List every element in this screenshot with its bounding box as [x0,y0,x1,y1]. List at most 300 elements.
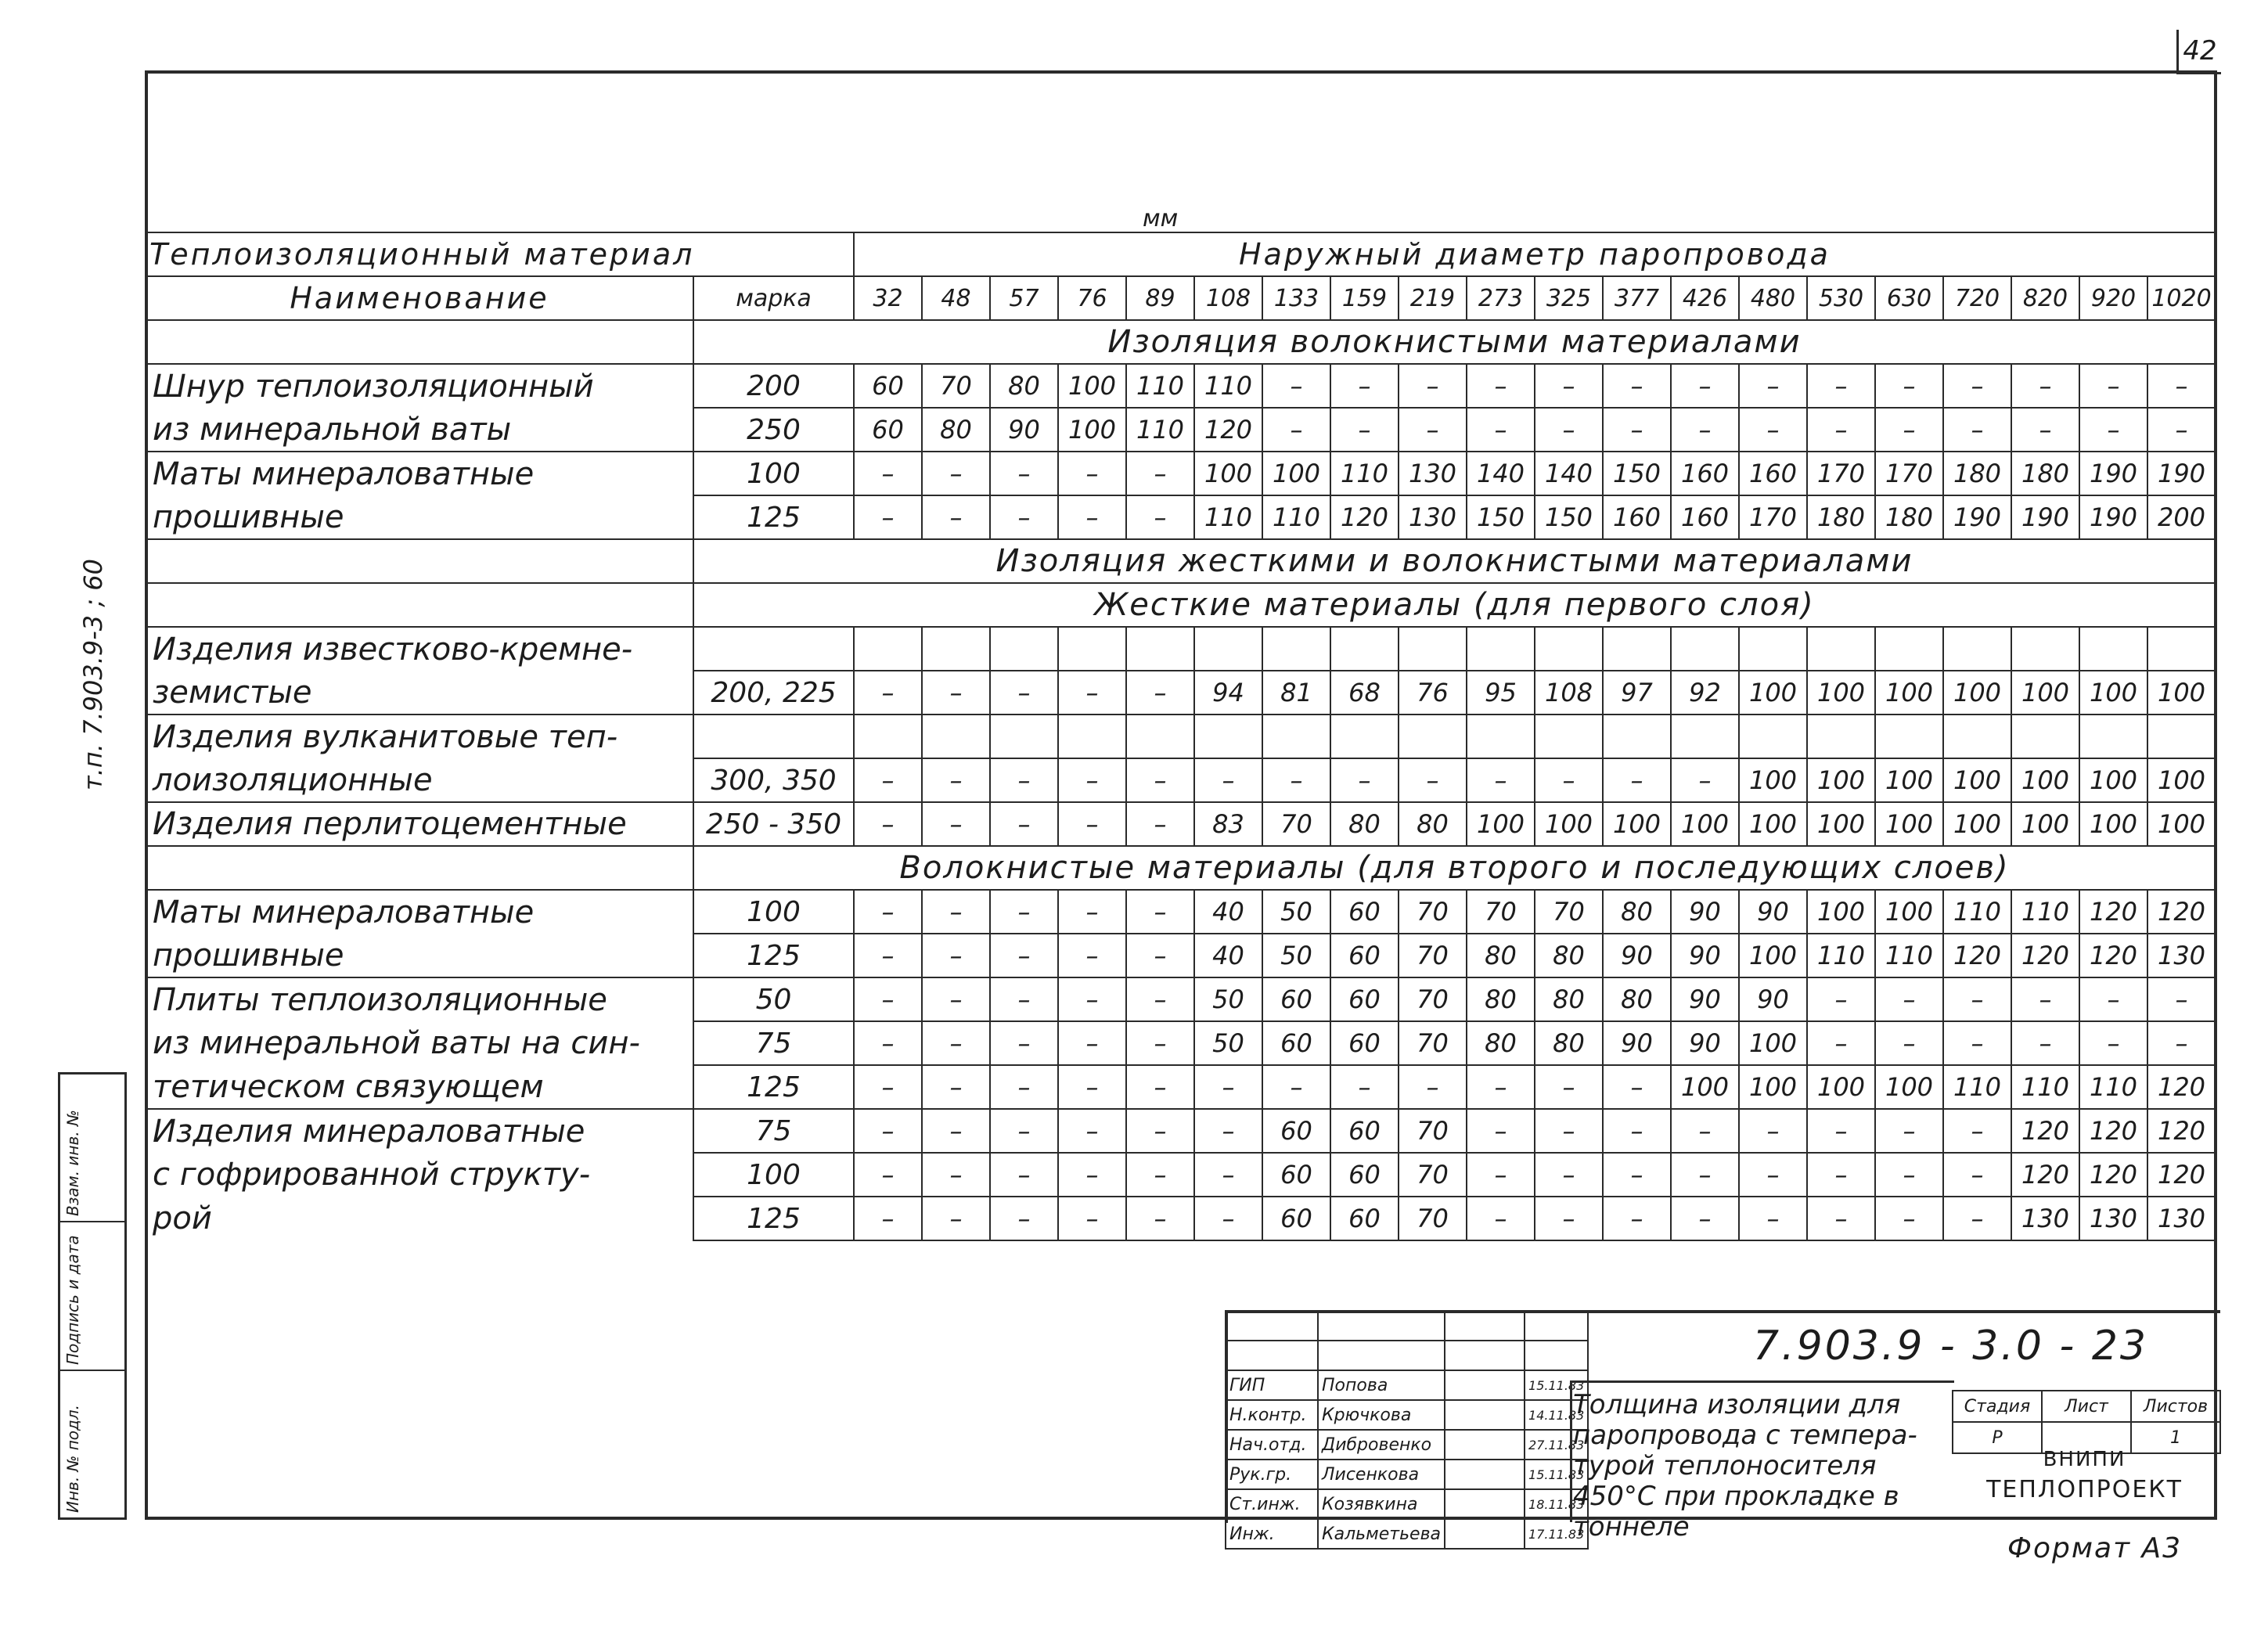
thickness-value: 100 [1739,934,1807,977]
thickness-value: – [1875,408,1943,452]
thickness-value: 90 [1739,890,1807,934]
section-row [146,539,2216,583]
table-row [146,671,2216,715]
side-stamp-cell [60,1074,124,1222]
signature-signature [1445,1460,1525,1489]
thickness-value: 80 [1330,802,1399,846]
thickness-value: – [1058,1109,1126,1153]
diameter-header: 920 [2079,276,2147,320]
thickness-value: 170 [1739,495,1807,539]
thickness-value: 90 [1671,890,1739,934]
table-row [146,890,2216,934]
thickness-value: – [1126,1065,1194,1109]
thickness-value: – [1875,364,1943,408]
thickness-value: – [990,1109,1058,1153]
thickness-value: 150 [1467,495,1535,539]
thickness-value: – [990,1021,1058,1065]
thickness-value: – [1058,802,1126,846]
section-title: Волокнистые материалы (для второго и последующих слоев) [693,846,2216,890]
signature-role: Н.контр. [1226,1400,1318,1430]
thickness-value: 100 [2079,758,2147,802]
thickness-empty [1807,627,1875,671]
thickness-empty [1671,715,1739,758]
thickness-value: 110 [1262,495,1330,539]
thickness-value: – [1194,1197,1262,1240]
diameter-header: 480 [1739,276,1807,320]
thickness-value: – [1807,364,1875,408]
signature-name: Попова [1318,1370,1445,1400]
thickness-value: 100 [1739,1021,1807,1065]
thickness-value: 70 [1399,977,1467,1021]
thickness-value: – [990,1153,1058,1197]
table-row [146,977,2216,1021]
material-name-line: из минеральной ваты [146,408,693,452]
thickness-value: 120 [2079,1109,2147,1153]
thickness-value: – [1467,1109,1535,1153]
thickness-value: 100 [1875,890,1943,934]
thickness-value: 70 [1399,1109,1467,1153]
material-mark: 250 - 350 [693,802,854,846]
thickness-value: – [854,758,922,802]
thickness-empty [922,715,990,758]
diameter-header: 820 [2011,276,2079,320]
thickness-value: 60 [1330,1153,1399,1197]
document-code: 7.903.9 - 3.0 - 23 [1753,1323,2148,1370]
thickness-value: 120 [2011,1109,2079,1153]
org-line-1: ВНИПИ [2043,1448,2126,1471]
thickness-value: – [1943,364,2011,408]
thickness-value: – [1467,1065,1535,1109]
thickness-value: 76 [1399,671,1467,715]
thickness-value: – [854,495,922,539]
thickness-value: 110 [1807,934,1875,977]
side-document-code: т.п. 7.903.9-3 ; 60 [78,559,108,790]
thickness-value: 60 [1330,977,1399,1021]
table-row [146,364,2216,408]
thickness-value: 130 [2147,934,2216,977]
thickness-value: 100 [1194,452,1262,495]
section-row [146,320,2216,364]
thickness-empty [2079,715,2147,758]
thickness-value: – [1603,1065,1671,1109]
thickness-value: – [990,758,1058,802]
thickness-value: – [2011,364,2079,408]
thickness-value: – [990,890,1058,934]
signature-row [1226,1460,1588,1489]
thickness-value: 100 [1875,758,1943,802]
thickness-value: – [1194,1153,1262,1197]
thickness-value: – [1739,364,1807,408]
signature-signature [1445,1489,1525,1519]
thickness-value: – [854,977,922,1021]
thickness-value: 90 [1603,1021,1671,1065]
thickness-value: 70 [1399,890,1467,934]
thickness-value: – [854,1021,922,1065]
thickness-value: – [922,1109,990,1153]
thickness-value: – [1739,1153,1807,1197]
signature-role: Рук.гр. [1226,1460,1318,1489]
thickness-value: – [1467,364,1535,408]
thickness-value: 80 [1467,977,1535,1021]
thickness-value: 50 [1262,890,1330,934]
thickness-value: – [922,1021,990,1065]
thickness-empty [1603,627,1671,671]
thickness-value: 40 [1194,890,1262,934]
side-stamp-label: Инв. № подл. [63,1405,82,1513]
thickness-value: 83 [1194,802,1262,846]
thickness-value: 120 [2079,934,2147,977]
thickness-value: 70 [1399,1197,1467,1240]
thickness-value: – [1126,1153,1194,1197]
signature-row [1226,1430,1588,1460]
thickness-value: – [1194,1109,1262,1153]
thickness-value: – [2011,408,2079,452]
thickness-value: – [1262,758,1330,802]
thickness-value: 190 [2147,452,2216,495]
thickness-value: 80 [1603,977,1671,1021]
signature-role: Ст.инж. [1226,1489,1318,1519]
diameter-header: 159 [1330,276,1399,320]
thickness-value: 110 [1126,408,1194,452]
thickness-value: – [922,1197,990,1240]
thickness-value: – [1126,758,1194,802]
thickness-empty [1739,627,1807,671]
header-row [146,232,2216,276]
thickness-value: 100 [1807,1065,1875,1109]
section-row [146,846,2216,890]
signature-row [1226,1370,1588,1400]
material-name-line: Изделия вулканитовые теп- [146,715,693,758]
thickness-value: 80 [1399,802,1467,846]
thickness-value: 150 [1535,495,1603,539]
signature-name: Крючкова [1318,1400,1445,1430]
thickness-value: – [1126,1021,1194,1065]
thickness-value: – [2079,364,2147,408]
material-mark: 250 [693,408,854,452]
thickness-value: – [1262,364,1330,408]
thickness-value: – [1126,1197,1194,1240]
table-row [146,408,2216,452]
thickness-value: – [2147,364,2216,408]
sheets-label: Листов [2131,1391,2220,1422]
thickness-value: 100 [2079,671,2147,715]
material-mark: 125 [693,495,854,539]
thickness-value: 140 [1467,452,1535,495]
thickness-value: – [1467,1197,1535,1240]
thickness-value: 100 [1875,671,1943,715]
thickness-empty [1943,627,2011,671]
signature-date: 15.11.83 [1525,1370,1588,1400]
col-mark-header: марка [693,276,854,320]
thickness-value: 160 [1739,452,1807,495]
col-name-header: Наименование [146,276,693,320]
thickness-value: – [854,890,922,934]
thickness-empty [990,627,1058,671]
section-title: Изоляция волокнистыми материалами [693,320,2216,364]
side-stamp-cell [60,1222,124,1370]
thickness-value: – [1807,977,1875,1021]
thickness-value: 140 [1535,452,1603,495]
thickness-value: – [1875,1197,1943,1240]
thickness-empty [1535,715,1603,758]
thickness-empty [1330,627,1399,671]
thickness-empty [2147,715,2216,758]
thickness-empty [1262,715,1330,758]
thickness-value: 60 [1330,1021,1399,1065]
signature-row [1226,1400,1588,1430]
thickness-value: – [2147,977,2216,1021]
material-name-line: земистые [146,671,693,715]
thickness-value: 130 [2147,1197,2216,1240]
thickness-value: 100 [1807,671,1875,715]
material-name-line: лоизоляционные [146,758,693,802]
thickness-value: 60 [1330,890,1399,934]
thickness-value: 100 [1943,671,2011,715]
thickness-empty [2079,627,2147,671]
thickness-value: 120 [2147,1109,2216,1153]
thickness-value: – [1535,1109,1603,1153]
thickness-value: – [1875,977,1943,1021]
thickness-value: – [1058,495,1126,539]
thickness-value: – [1194,1065,1262,1109]
thickness-value: 80 [1535,934,1603,977]
thickness-empty [1739,715,1807,758]
material-mark: 300, 350 [693,758,854,802]
thickness-value: – [1603,1153,1671,1197]
table-row [146,1109,2216,1153]
thickness-value: 97 [1603,671,1671,715]
thickness-value: – [1943,408,2011,452]
thickness-value: 60 [1262,1197,1330,1240]
table-row [146,934,2216,977]
stage-table [1952,1390,2221,1454]
thickness-empty [1943,715,2011,758]
thickness-empty [1467,715,1535,758]
signature-name: Кальметьева [1318,1519,1445,1549]
diameter-header: 89 [1126,276,1194,320]
table-row [146,452,2216,495]
thickness-value: 190 [2079,452,2147,495]
thickness-value: 110 [1330,452,1399,495]
material-mark: 75 [693,1109,854,1153]
thickness-value: 100 [1671,1065,1739,1109]
thickness-value: – [922,890,990,934]
table-row [146,1197,2216,1240]
thickness-value: 90 [1603,934,1671,977]
thickness-value: – [1535,408,1603,452]
material-name-line: из минеральной ваты на син- [146,1021,693,1065]
thickness-value: 100 [2079,802,2147,846]
material-name-line: тетическом связующем [146,1065,693,1109]
table-row [146,495,2216,539]
material-name-line: Плиты теплоизоляционные [146,977,693,1021]
thickness-value: 100 [1058,408,1126,452]
thickness-value: – [1058,758,1126,802]
thickness-empty [1399,715,1467,758]
signatures-table [1225,1310,1589,1550]
thickness-value: 100 [1943,802,2011,846]
diameter-header: 325 [1535,276,1603,320]
thickness-value: 90 [990,408,1058,452]
thickness-value: – [1399,1065,1467,1109]
material-mark: 50 [693,977,854,1021]
thickness-value: 60 [854,408,922,452]
thickness-value: 70 [922,364,990,408]
material-mark: 75 [693,1021,854,1065]
thickness-value: 170 [1875,452,1943,495]
thickness-value: 80 [1535,977,1603,1021]
thickness-value: – [1943,1021,2011,1065]
thickness-value: 130 [2079,1197,2147,1240]
thickness-value: 170 [1807,452,1875,495]
material-mark: 125 [693,1065,854,1109]
thickness-value: 110 [2011,890,2079,934]
signature-name: Дибровенко [1318,1430,1445,1460]
diameter-header: 219 [1399,276,1467,320]
signature-date: 15.11.83 [1525,1460,1588,1489]
thickness-value: – [854,671,922,715]
thickness-value: 110 [1943,1065,2011,1109]
diameter-header: 426 [1671,276,1739,320]
thickness-value: – [1126,890,1194,934]
thickness-value: – [2011,1021,2079,1065]
material-mark: 100 [693,452,854,495]
thickness-value: – [1807,1197,1875,1240]
diameter-header: 108 [1194,276,1262,320]
thickness-value: 160 [1671,452,1739,495]
thickness-value: – [922,1153,990,1197]
thickness-value: – [1875,1153,1943,1197]
section-blank [146,846,693,890]
material-name-line: прошивные [146,495,693,539]
thickness-empty [1330,715,1399,758]
material-name-line: Маты минераловатные [146,452,693,495]
thickness-value: 100 [2147,758,2216,802]
thickness-value: 80 [1467,934,1535,977]
thickness-value: 100 [1671,802,1739,846]
thickness-value: 120 [1330,495,1399,539]
thickness-value: 180 [1807,495,1875,539]
material-name-line: Маты минераловатные [146,890,693,934]
thickness-value: 100 [1875,1065,1943,1109]
thickness-value: 80 [1603,890,1671,934]
thickness-value: – [2011,977,2079,1021]
column-header-row [146,276,2216,320]
thickness-value: – [854,934,922,977]
thickness-value: – [922,671,990,715]
thickness-value: 100 [1603,802,1671,846]
thickness-value: 190 [2011,495,2079,539]
thickness-value: 100 [1807,758,1875,802]
thickness-value: – [1467,1153,1535,1197]
thickness-empty [1126,715,1194,758]
thickness-value: 120 [2011,1153,2079,1197]
thickness-value: 100 [1739,671,1807,715]
thickness-value: 130 [1399,452,1467,495]
thickness-value: 70 [1399,934,1467,977]
thickness-empty [1399,627,1467,671]
thickness-value: 180 [1875,495,1943,539]
thickness-value: 70 [1262,802,1330,846]
thickness-empty [854,627,922,671]
thickness-value: 120 [2147,890,2216,934]
sheet-number: 42 [2176,30,2221,74]
thickness-value: 50 [1194,1021,1262,1065]
section-blank [146,320,693,364]
diameter-header: 530 [1807,276,1875,320]
thickness-value: – [922,1065,990,1109]
thickness-value: – [990,1197,1058,1240]
material-mark: 125 [693,1197,854,1240]
thickness-value: – [1330,758,1399,802]
thickness-value: – [1943,1197,2011,1240]
thickness-value: – [990,495,1058,539]
thickness-value: – [1671,364,1739,408]
side-stamp-label: Подпись и дата [63,1234,82,1365]
thickness-value: – [1671,408,1739,452]
thickness-value: – [2079,977,2147,1021]
thickness-value: – [1126,934,1194,977]
thickness-value: – [1603,1109,1671,1153]
thickness-value: 110 [1126,364,1194,408]
thickness-value: – [1467,758,1535,802]
thickness-value: – [922,495,990,539]
thickness-value: 50 [1194,977,1262,1021]
diameter-header: 57 [990,276,1058,320]
thickness-value: 81 [1262,671,1330,715]
signature-role: Нач.отд. [1226,1430,1318,1460]
thickness-value: – [1535,1065,1603,1109]
thickness-value: 60 [1262,1153,1330,1197]
thickness-empty [1058,627,1126,671]
signature-date: 18.11.83 [1525,1489,1588,1519]
thickness-value: 100 [2147,671,2216,715]
thickness-value: – [1399,758,1467,802]
thickness-value: – [2079,1021,2147,1065]
signature-row [1226,1489,1588,1519]
side-stamp-label: Взам. инв. № [63,1110,82,1217]
thickness-value: – [1603,758,1671,802]
insulation-thickness-table [145,232,2216,1241]
thickness-value: 90 [1671,977,1739,1021]
thickness-value: – [1671,1197,1739,1240]
thickness-value: – [1126,671,1194,715]
thickness-value: 92 [1671,671,1739,715]
thickness-value: – [1126,452,1194,495]
signature-signature [1445,1400,1525,1430]
thickness-value: 100 [2147,802,2216,846]
signature-role: Инж. [1226,1519,1318,1549]
table-row [146,1021,2216,1065]
organization [1952,1448,2217,1503]
header-material: Теплоизоляционный материал [146,232,854,276]
thickness-value: 94 [1194,671,1262,715]
thickness-value: 90 [1739,977,1807,1021]
diameter-header: 1020 [2147,276,2216,320]
thickness-value: 120 [2079,1153,2147,1197]
thickness-value: 100 [1535,802,1603,846]
thickness-value: 130 [1399,495,1467,539]
thickness-value: – [1330,364,1399,408]
subsection-row [146,583,2216,627]
thickness-value: – [1603,408,1671,452]
thickness-value: 120 [2147,1065,2216,1109]
thickness-value: 95 [1467,671,1535,715]
side-stamp-cell [60,1371,124,1517]
thickness-value: 60 [1262,977,1330,1021]
diameter-header: 48 [922,276,990,320]
thickness-value: 100 [1467,802,1535,846]
